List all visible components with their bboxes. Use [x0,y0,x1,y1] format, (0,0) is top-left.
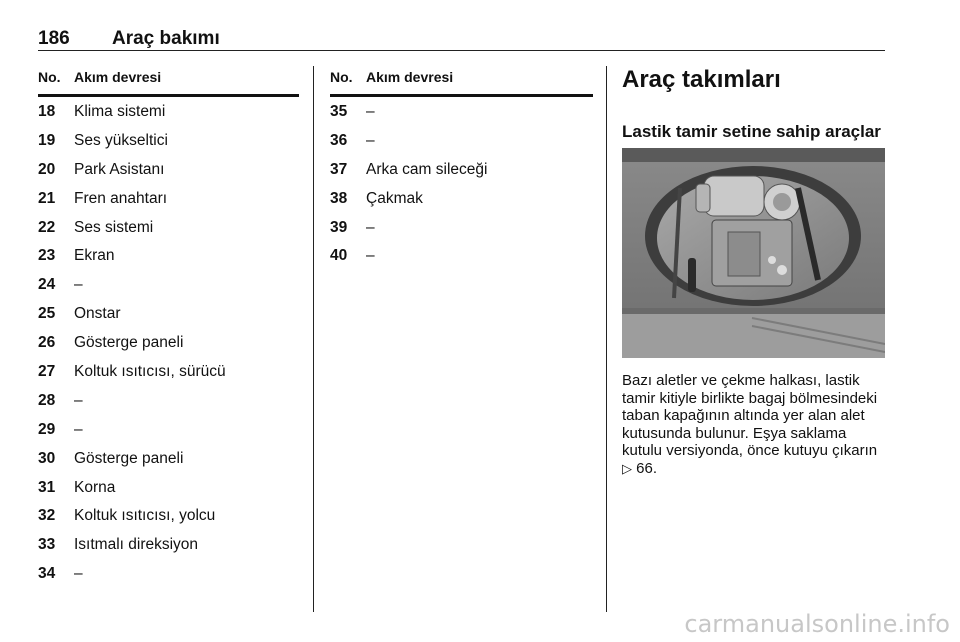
fuse-number: 20 [38,160,56,178]
table-row [38,530,299,559]
fuse-table-left [38,66,299,588]
cross-reference-arrow-icon: ▷ [622,460,632,476]
table-row [330,241,593,270]
circuit-name: – [74,420,83,438]
circuit-name: Koltuk ısıtıcısı, sürücü [74,363,226,381]
circuit-name: Klima sistemi [74,103,166,120]
column-header-circuit: Akım devresi [74,69,162,85]
fuse-number: 19 [38,131,56,149]
fuse-number: 34 [38,565,56,583]
fuse-number: 30 [38,449,56,467]
fuse-number: 33 [38,536,56,554]
fuse-number: 28 [38,391,56,409]
circuit-name: Fren anahtarı [74,189,168,207]
table-row [330,97,593,126]
table-header [38,66,299,97]
fuse-number: 36 [330,131,348,149]
fuse-number: 24 [38,276,56,294]
fuse-number: 37 [330,160,348,178]
table-row [38,155,299,184]
circuit-name: – [366,247,375,265]
fuse-number: 22 [38,218,56,236]
page-number: 186 [38,28,70,49]
circuit-name: – [366,103,375,120]
fuse-number: 27 [38,363,56,381]
circuit-name: Koltuk ısıtıcısı, yolcu [74,507,216,525]
circuit-name: Ses sistemi [74,218,154,236]
table-row [38,97,299,126]
column-header-no: No. [38,69,61,85]
tool-kit-photo [622,148,885,358]
table-row [38,328,299,357]
fuse-number: 39 [330,218,348,236]
fuse-number: 38 [330,189,348,207]
table-row [38,241,299,270]
circuit-name: Ekran [74,247,115,265]
table-row [38,444,299,473]
page-header [38,28,885,51]
circuit-name: Onstar [74,305,121,323]
section-heading: Araç takımları [622,66,781,93]
circuit-name: Arka cam sileceği [366,160,488,178]
fuse-number: 26 [38,334,56,352]
fuse-number: 35 [330,103,348,120]
circuit-name: – [74,565,83,583]
section-subheading: Lastik tamir setine sahip araçlar [622,122,881,141]
column-divider [313,66,314,612]
column-divider [606,66,607,612]
table-row [38,270,299,299]
table-row [38,299,299,328]
circuit-name: Isıtmalı direksiyon [74,536,199,554]
circuit-name: – [366,131,375,149]
table-row [330,184,593,213]
table-row [38,473,299,502]
fuse-table-right [330,66,593,270]
fuse-number: 25 [38,305,56,323]
table-header [330,66,593,97]
column-header-no: No. [330,69,353,85]
table-body [330,97,593,270]
fuse-number: 18 [38,103,56,120]
circuit-name: Gösterge paneli [74,334,184,352]
fuse-number: 21 [38,189,56,207]
table-row [330,213,593,242]
table-row [38,357,299,386]
page-title: Araç bakımı [112,28,220,49]
circuit-name: Park Asistanı [74,160,165,178]
circuit-name: – [366,218,375,236]
fuse-number: 29 [38,420,56,438]
table-row [38,415,299,444]
circuit-name: Korna [74,478,116,496]
table-row [38,386,299,415]
table-row [38,213,299,242]
table-row [330,126,593,155]
fuse-number: 23 [38,247,56,265]
column-header-circuit: Akım devresi [366,69,454,85]
instruction-paragraph [622,372,888,477]
table-row [38,559,299,588]
table-row [38,184,299,213]
paragraph-text: Bazı aletler ve çekme halkası, lastik tamir kitiyle birlikte bagaj bölmesindeki taban kapağının altında yer alan alet kutusunda bulunur. Eşya saklama kutulu versiyonda, önce kutuyu çıkarın [622,372,878,459]
circuit-name: Çakmak [366,189,423,207]
fuse-number: 31 [38,478,56,496]
table-row [38,501,299,530]
fuse-number: 32 [38,507,56,525]
circuit-name: – [74,391,83,409]
page-reference[interactable]: 66. [636,459,658,477]
circuit-name: – [74,276,83,294]
watermark: carmanualsonline.info [684,610,950,638]
table-row [330,155,593,184]
circuit-name: Gösterge paneli [74,449,184,467]
fuse-number: 40 [330,247,348,265]
table-body [38,97,299,588]
table-row [38,126,299,155]
circuit-name: Ses yükseltici [74,131,168,149]
